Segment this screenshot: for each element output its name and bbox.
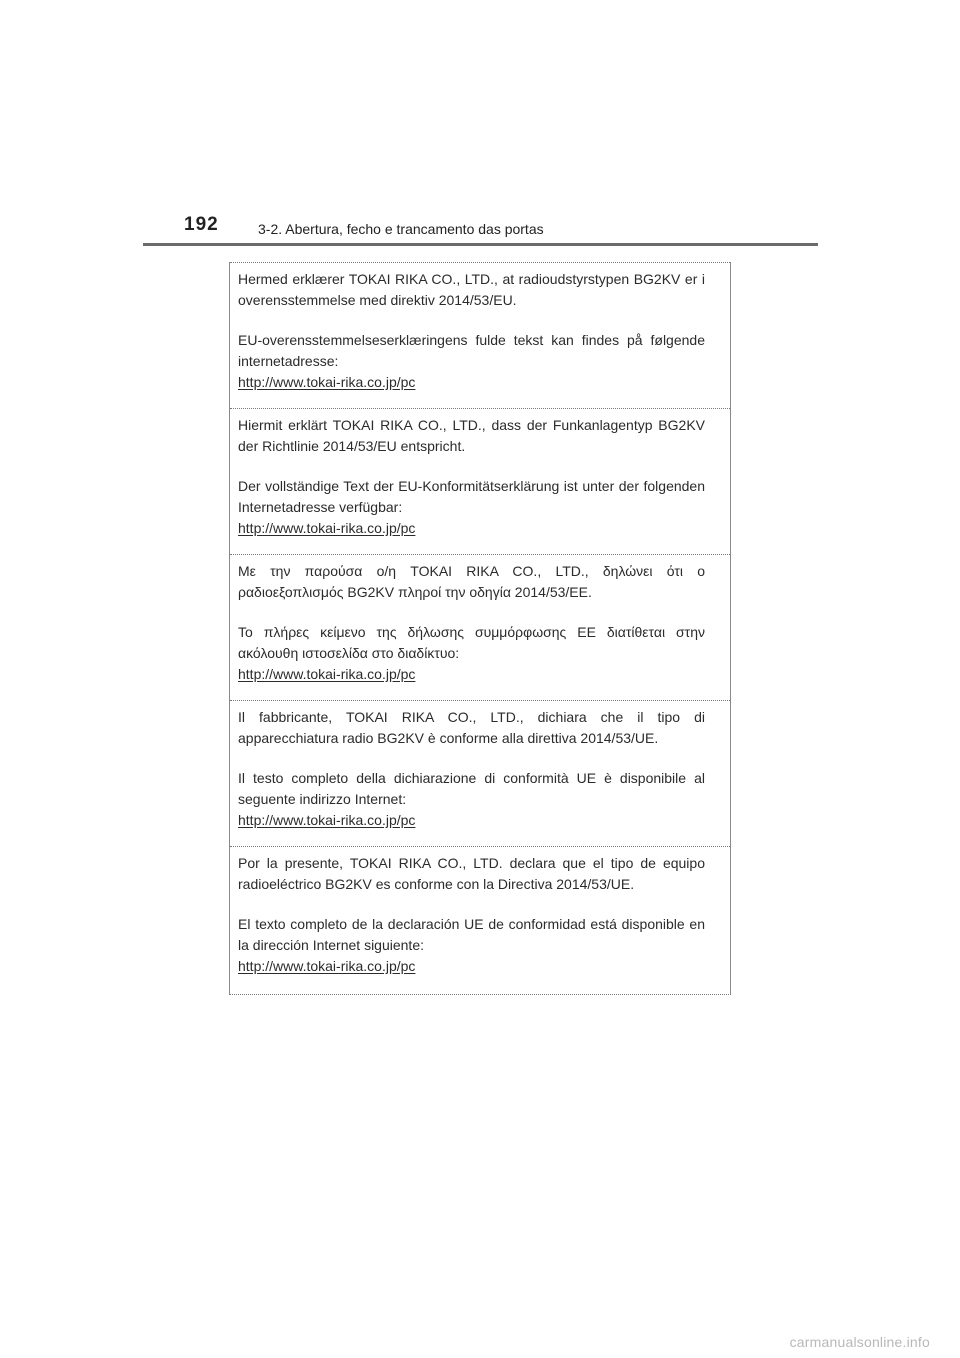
declaration-statement: Por la presente, TOKAI RIKA CO., LTD. declara que el tipo de equipo radioeléctrico BG2KV es conforme con la Directiva 2014/53/UE.	[238, 855, 705, 892]
declaration-availability: EU-overensstemmelseserklæringens fulde tekst kan findes på følgende internetadresse:	[238, 332, 705, 369]
declaration-availability: El texto completo de la declaración UE de conformidad está disponible en la dirección Internet siguiente:	[238, 916, 705, 953]
declaration-italian	[230, 700, 730, 846]
declaration-german	[230, 408, 730, 554]
declaration-danish	[230, 262, 730, 408]
watermark: carmanualsonline.info	[789, 1334, 930, 1350]
declaration-statement: Hiermit erklärt TOKAI RIKA CO., LTD., dass der Funkanlagentyp BG2KV der Richtlinie 2014/53/EU entspricht.	[238, 417, 705, 454]
declaration-statement: Με την παρούσα ο/η TOKAI RIKA CO., LTD., δηλώνει ότι ο ραδιοεξοπλισμός BG2KV πληροί την οδηγία 2014/53/ΕΕ.	[238, 563, 705, 600]
declaration-statement: Hermed erklærer TOKAI RIKA CO., LTD., at radioudstyrstypen BG2KV er i overensstemmelse med direktiv 2014/53/EU.	[238, 271, 705, 308]
header-rule	[143, 243, 818, 246]
declaration-link[interactable]: http://www.tokai-rika.co.jp/pc	[238, 666, 416, 682]
declaration-box	[229, 262, 731, 995]
declaration-spanish	[230, 846, 730, 994]
section-title: 3-2. Abertura, fecho e trancamento das portas	[258, 221, 544, 237]
declaration-availability: Il testo completo della dichiarazione di conformità UE è disponibile al seguente indirizzo Internet:	[238, 770, 705, 807]
declaration-link[interactable]: http://www.tokai-rika.co.jp/pc	[238, 374, 416, 390]
declaration-availability: Το πλήρες κείμενο της δήλωσης συμμόρφωσης ΕΕ διατίθεται στην ακόλουθη ιστοσελίδα στο διαδίκτυο:	[238, 624, 705, 661]
declaration-link[interactable]: http://www.tokai-rika.co.jp/pc	[238, 812, 416, 828]
page-number: 192	[184, 214, 219, 235]
declaration-link[interactable]: http://www.tokai-rika.co.jp/pc	[238, 520, 416, 536]
declaration-availability: Der vollständige Text der EU-Konformitätserklärung ist unter der folgenden Internetadresse verfügbar:	[238, 478, 705, 515]
declaration-greek	[230, 554, 730, 700]
declaration-statement: Il fabbricante, TOKAI RIKA CO., LTD., dichiara che il tipo di apparecchiatura radio BG2KV è conforme alla direttiva 2014/53/UE.	[238, 709, 705, 746]
declaration-link[interactable]: http://www.tokai-rika.co.jp/pc	[238, 958, 416, 974]
